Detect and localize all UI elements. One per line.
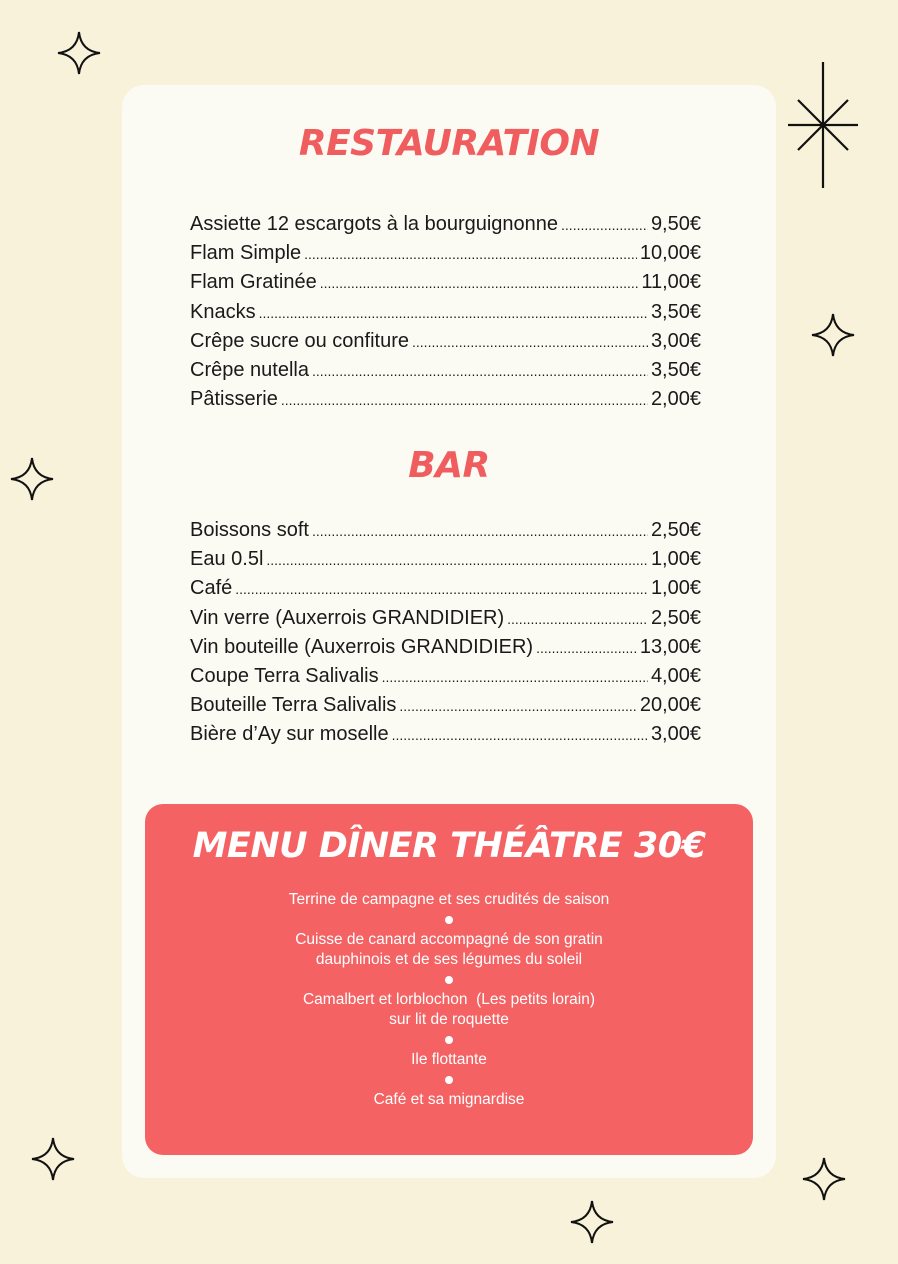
dot-leader (259, 299, 648, 328)
menu-item (190, 574, 701, 603)
bar-list (190, 516, 701, 750)
item-name: Bouteille Terra Salivalis (190, 694, 397, 717)
item-price: 1,00€ (650, 577, 701, 600)
item-name: Flam Gratinée (190, 271, 317, 294)
dot-leader (412, 328, 648, 357)
sparkle-icon (30, 1136, 76, 1182)
dot-leader (304, 240, 637, 269)
menu-diner-title: MENU DÎNER THÉÂTRE 30€ (192, 826, 706, 866)
menu-diner-box (145, 804, 753, 1155)
restauration-title: RESTAURATION (298, 123, 600, 164)
bullet-dot-icon (445, 1076, 453, 1084)
menu-item (190, 385, 701, 414)
course-line: Terrine de campagne et ses crudités de saison (288, 891, 610, 908)
item-price: 3,00€ (650, 723, 701, 746)
sparkle-icon (569, 1199, 615, 1245)
menu-item (190, 210, 701, 239)
dot-leader (266, 546, 648, 575)
sparkle-icon (9, 456, 55, 502)
dot-leader (312, 517, 648, 546)
dot-leader (320, 269, 639, 298)
menu-item (190, 662, 701, 691)
sparkle-icon (810, 312, 856, 358)
course-item (145, 930, 753, 970)
item-price: 1,00€ (650, 548, 701, 571)
course-line: Café et sa mignardise (373, 1091, 525, 1108)
item-name: Café (190, 577, 233, 600)
item-name: Eau 0.5l (190, 548, 264, 571)
menu-item (190, 298, 701, 327)
dot-leader (235, 575, 648, 604)
menu-card (122, 85, 776, 1178)
item-price: 13,00€ (639, 635, 701, 658)
item-price: 11,00€ (641, 271, 701, 294)
sparkle-icon (56, 30, 102, 76)
dot-leader (536, 634, 637, 663)
bullet-dot-icon (445, 916, 453, 924)
dot-leader (507, 605, 648, 634)
item-name: Knacks (190, 300, 256, 323)
course-item (145, 1050, 753, 1070)
item-name: Pâtisserie (190, 388, 278, 411)
menu-item (190, 356, 701, 385)
dot-leader (312, 357, 648, 386)
item-name: Flam Simple (190, 242, 302, 265)
course-list (145, 890, 753, 1110)
item-price: 4,00€ (650, 664, 701, 687)
course-line: sur lit de roquette (389, 1011, 509, 1028)
item-price: 3,50€ (650, 300, 701, 323)
course-item (145, 1090, 753, 1110)
item-name: Crêpe sucre ou confiture (190, 329, 410, 352)
item-name: Assiette 12 escargots à la bourguignonne (190, 213, 559, 235)
menu-item (190, 545, 701, 574)
course-item (145, 890, 753, 910)
menu-item (190, 691, 701, 720)
item-price: 9,50€ (650, 213, 701, 235)
item-name: Bière d’Ay sur moselle (190, 723, 389, 746)
item-price: 2,50€ (650, 519, 701, 541)
menu-item (190, 604, 701, 633)
dot-leader (392, 721, 648, 750)
item-name: Coupe Terra Salivalis (190, 664, 379, 687)
course-item (145, 990, 753, 1030)
bullet-dot-icon (445, 976, 453, 984)
menu-item (190, 239, 701, 268)
bullet-dot-icon (445, 1036, 453, 1044)
course-line: Ile flottante (411, 1051, 487, 1068)
bar-title: BAR (408, 445, 490, 486)
course-line: Camalbert et lorblochon (Les petits lorain) (302, 991, 596, 1008)
menu-item (190, 516, 701, 545)
item-name: Crêpe nutella (190, 358, 309, 381)
menu-item (190, 633, 701, 662)
course-line: Cuisse de canard accompagné de son gratin (295, 931, 603, 948)
dot-leader (399, 692, 636, 721)
item-price: 10,00€ (639, 242, 701, 265)
item-price: 2,50€ (650, 606, 701, 629)
item-price: 2,00€ (650, 388, 701, 411)
menu-item (190, 327, 701, 356)
item-name: Vin verre (Auxerrois GRANDIDIER) (190, 606, 505, 629)
starburst-icon (786, 60, 860, 190)
dot-leader (561, 211, 648, 240)
item-price: 3,50€ (650, 358, 701, 381)
item-name: Vin bouteille (Auxerrois GRANDIDIER) (190, 635, 534, 658)
dot-leader (281, 386, 648, 415)
item-price: 3,00€ (650, 329, 701, 352)
sparkle-icon (801, 1156, 847, 1202)
item-name: Boissons soft (190, 519, 309, 541)
dot-leader (382, 663, 648, 692)
menu-item (190, 268, 701, 297)
menu-item (190, 720, 701, 749)
restauration-list (190, 210, 701, 414)
course-line: dauphinois et de ses légumes du soleil (315, 951, 583, 968)
item-price: 20,00€ (639, 694, 701, 717)
